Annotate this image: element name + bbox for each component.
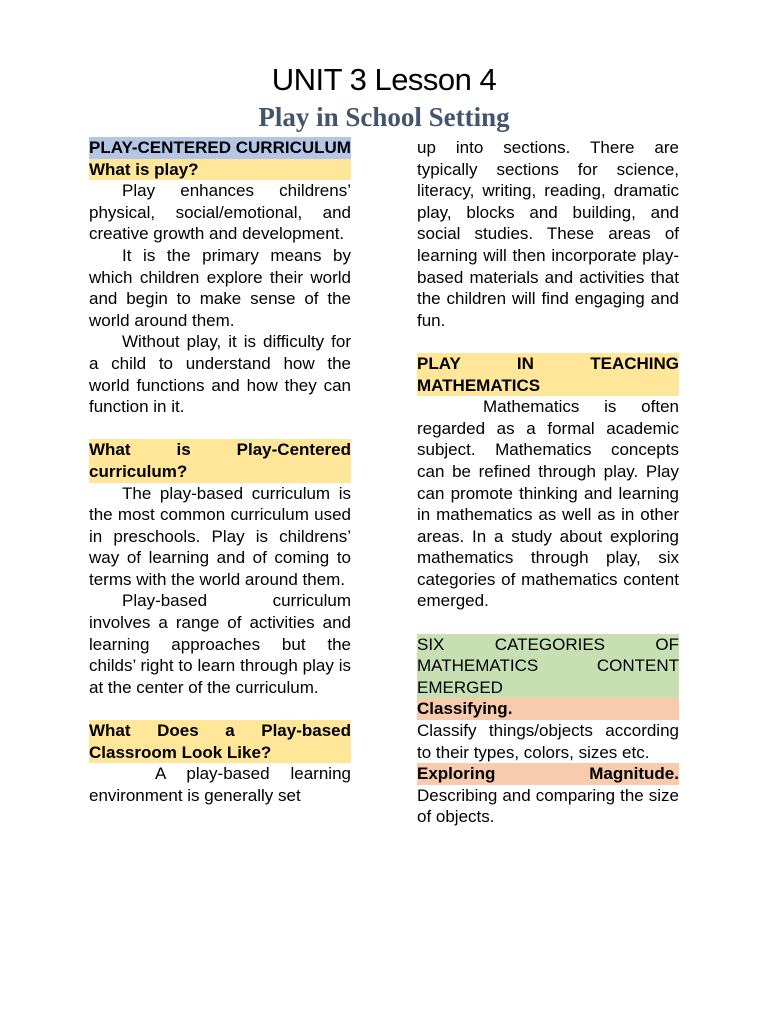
question-play-based-classroom: What Does a Play-based Classroom Look Like? [89, 721, 351, 762]
paragraph: It is the primary means by which children explore their world and begin to make sense of the world around them. [89, 245, 351, 330]
paragraph: Mathematics is often regarded as a formal academic subject. Mathematics concepts can be refined through play. Play can promote thinking and learning in mathematics as well as in other areas. In a study about exploring mathematics through play, six categories of mathematics content emerged. [417, 397, 679, 611]
unit-title: UNIT 3 Lesson 4 [271, 62, 497, 97]
section-heading-play-in-mathematics: PLAY IN TEACHING MATHEMATICS [417, 353, 679, 395]
category-title-classifying: Classifying. [417, 698, 679, 720]
category-text-classifying: Classify things/objects according to their types, colors, sizes etc. [417, 721, 679, 762]
category-title-exploring-magnitude: Exploring Magnitude. [417, 764, 679, 784]
category-text-exploring-magnitude: Describing and comparing the size of objects. [417, 785, 679, 827]
paragraph: Without play, it is difficulty for a child to understand how the world functions and how they can function in it. [89, 332, 351, 417]
paragraph: Play-based curriculum involves a range of activities and learning approaches but the childs’ right to learn through play is at the center of the curriculum. [89, 591, 351, 697]
paragraph: A play-based learning environment is generally set [89, 764, 351, 805]
paragraph: The play-based curriculum is the most common curriculum used in preschools. Play is childrens’ way of learning and of coming to terms with the world around them. [89, 483, 351, 589]
question-play-centered-curriculum: What is Play-Centered curriculum? [89, 440, 351, 481]
paragraph: up into sections. There are typically sections for science, literacy, writing, reading, dramatic play, blocks and building, and social studies. These areas of learning will then incorporate play-based materials and activities that the children will find engaging and fun. [417, 138, 679, 330]
section-heading-six-categories: SIX CATEGORIES OF MATHEMATICS CONTENT EMERGED [417, 634, 679, 697]
lesson-title: Play in School Setting [258, 102, 510, 132]
section-heading-play-centered: PLAY-CENTERED CURRICULUM [89, 138, 351, 157]
paragraph: Play enhances childrens’ physical, social/emotional, and creative growth and development. [89, 181, 351, 244]
right-column [417, 137, 679, 828]
left-column [89, 137, 351, 806]
question-what-is-play: What is play? [89, 159, 351, 181]
